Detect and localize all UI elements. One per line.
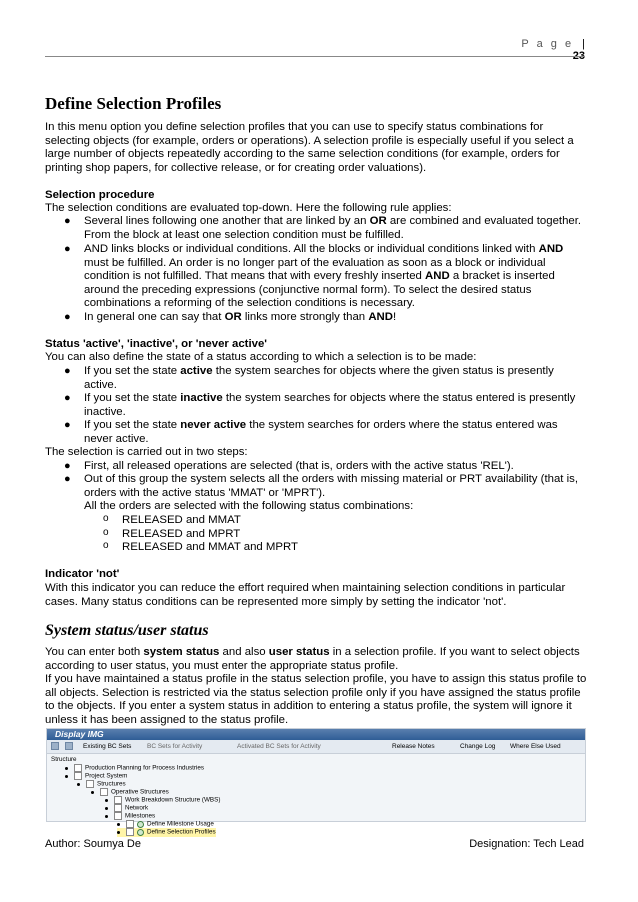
- indicator-not-text: With this indicator you can reduce the effort required when maintaining selection conditions in particular cases. Many status conditions can be represented more simply by setting the indicator 'not'.: [45, 582, 566, 608]
- selection-procedure-text: The selection conditions are evaluated top-down. Here the following rule applies:: [45, 202, 452, 214]
- list-item: If you set the state active the system searches for objects where the given status is presently active.: [84, 365, 554, 391]
- bullet-dot: ●: [64, 419, 71, 431]
- bullet-dot: ●: [64, 365, 71, 377]
- combo-item: RELEASED and MPRT: [122, 528, 241, 540]
- tree-header: Structure: [51, 756, 77, 763]
- tree-node[interactable]: Project System: [65, 772, 127, 781]
- page-number: 23: [572, 50, 585, 62]
- tree-node[interactable]: Operative Structures: [91, 788, 169, 797]
- tree-node[interactable]: Define Milestone Usage: [117, 820, 214, 829]
- combo-item: RELEASED and MMAT: [122, 514, 241, 526]
- page-title: Define Selection Profiles: [45, 94, 222, 113]
- sub-bullet: o: [103, 540, 109, 551]
- img-screenshot: [46, 728, 586, 836]
- screenshot-title: Display IMG: [47, 729, 585, 740]
- intro-paragraph: In this menu option you define selection profiles that you can use to specify status combinations for selecting objects (for example, orders or operations). A selection profile is especially useful if you select a large number of objects repeatedly according to the same selection conditions (for example, orders for printing shop papers, for collective release, or for creating order valuations).: [45, 121, 574, 174]
- combo-item: RELEASED and MMAT and MPRT: [122, 541, 298, 553]
- bullet-dot: ●: [64, 215, 71, 227]
- screenshot-toolbar: [47, 740, 585, 754]
- toolbar-activated-bc-sets[interactable]: Activated BC Sets for Activity: [237, 743, 321, 750]
- list-item: Out of this group the system selects all the orders with missing material or PRT availability (that is, orders with the active status 'MMAT' or 'MPRT').: [84, 473, 579, 499]
- system-status-heading: System status/user status: [45, 622, 209, 639]
- toolbar-bc-sets-activity[interactable]: BC Sets for Activity: [147, 743, 203, 750]
- toolbar-icon[interactable]: [65, 740, 75, 753]
- combo-text: All the orders are selected with the following status combinations:: [84, 500, 414, 512]
- system-status-p1: You can enter both system status and also user status in a selection profile. If you want to select objects according to user status, you must enter the appropriate status profile.: [45, 646, 580, 672]
- tree-node[interactable]: Network: [105, 804, 148, 813]
- page-number-header: [505, 38, 585, 62]
- sub-bullet: o: [103, 513, 109, 524]
- tree-node-selected[interactable]: Define Selection Profiles: [117, 828, 216, 837]
- status-active-text: You can also define the state of a status according to which a selection is to be made:: [45, 351, 477, 363]
- footer-author: Author: Soumya De: [45, 838, 141, 850]
- status-active-heading: Status 'active', 'inactive', or 'never active': [45, 338, 268, 350]
- list-item: If you set the state never active the system searches for orders where the status entered was never active.: [84, 419, 558, 445]
- page-separator: |: [582, 38, 585, 50]
- list-item: First, all released operations are selected (that is, orders with the active status 'REL').: [84, 460, 514, 472]
- footer-designation: Designation: Tech Lead: [469, 838, 584, 850]
- bullet-dot: ●: [64, 460, 71, 472]
- system-status-p2: If you have maintained a status profile in the status selection profile, you have to assign this status profile to all objects. Selection is restricted via the status selection profile only if you have assigned the status profile to the objects. If you enter a system status in addition to entering a status profile, the system will ignore it unless it has been assigned to the status profile.: [45, 673, 587, 726]
- tree-node[interactable]: Production Planning for Process Industries: [65, 764, 204, 773]
- list-item: AND links blocks or individual conditions. All the blocks or individual conditions linked with AND must be fulfilled. An order is no longer part of the evaluation as soon as a block or individual condition is not fulfilled. That means that with every freshly inserted AND a bracket is inserted around the preceding expressions (conjunctive normal form). To select the desired status combinations a reforming of the selection conditions is necessary.: [84, 243, 564, 310]
- toolbar-change-log[interactable]: Change Log: [460, 743, 496, 750]
- selection-procedure-heading: Selection procedure: [45, 189, 155, 201]
- toolbar-existing-bc-sets[interactable]: Existing BC Sets: [83, 743, 132, 750]
- tree-node[interactable]: Work Breakdown Structure (WBS): [105, 796, 220, 805]
- list-item: If you set the state inactive the system searches for objects where the status entered is presently inactive.: [84, 392, 576, 418]
- header-rule: [45, 56, 585, 57]
- bullet-dot: ●: [64, 392, 71, 404]
- toolbar-icon[interactable]: [51, 740, 61, 753]
- bullet-dot: ●: [64, 243, 71, 255]
- sub-bullet: o: [103, 527, 109, 538]
- steps-text: The selection is carried out in two steps:: [45, 446, 248, 458]
- list-item: In general one can say that OR links more strongly than AND!: [84, 311, 397, 323]
- page-label: P a g e: [521, 38, 574, 50]
- tree-node[interactable]: Milestones: [105, 812, 155, 821]
- indicator-not-heading: Indicator 'not': [45, 568, 120, 580]
- bullet-dot: ●: [64, 473, 71, 485]
- toolbar-where-else-used[interactable]: Where Else Used: [510, 743, 561, 750]
- bullet-dot: ●: [64, 311, 71, 323]
- toolbar-release-notes[interactable]: Release Notes: [392, 743, 435, 750]
- tree-node[interactable]: Structures: [77, 780, 126, 789]
- list-item: Several lines following one another that are linked by an OR are combined and evaluated together. From the block at least one selection condition must be fulfilled.: [84, 215, 582, 241]
